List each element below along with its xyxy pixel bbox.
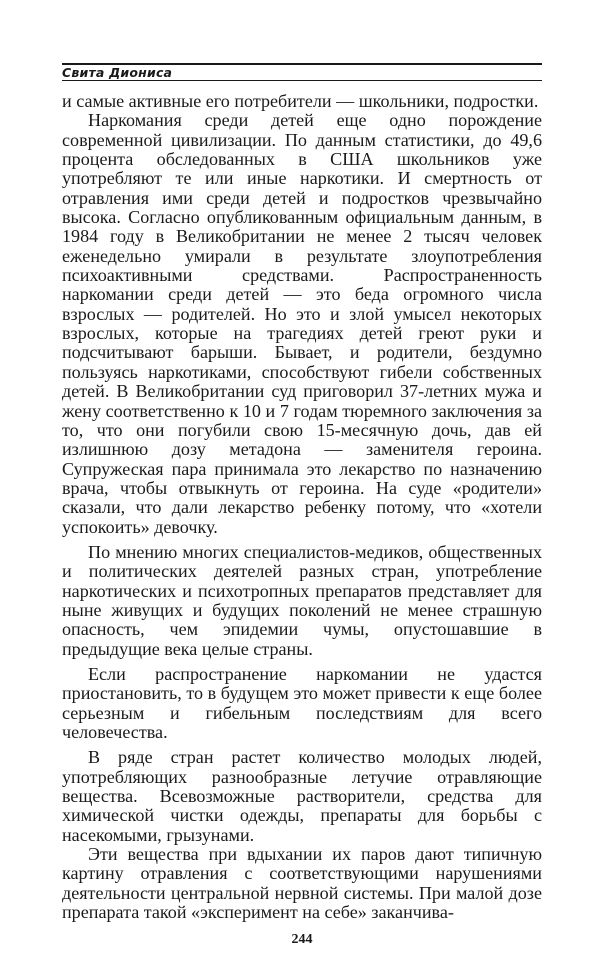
paragraph-child-addiction: Наркомания среди детей еще одно порождение современной цивилизации. По данным статистики, до 49,6 процента обследованных в США школьников уже употребляют те или иные наркотики. И смертность от отравления ими среди детей и подростков чрезвычайно высока. Согласно опубликованным официальным данным, в 1984 году в Великобритании не менее 2 тысяч человек еженедельно умирали в результате злоупотребления психоактивными средствами. Распространенность наркомании среди детей — это беда огромного числа взрослых — родителей. Но это и злой умысел некоторых взрослых, которые на трагедиях детей греют руки и подсчитывают барыши. Бывает, и родители, бездумно пользуясь наркотиками, способствуют гибели собственных детей. В Великобритании суд приговорил 37-летних мужа и жену соответственно к 10 и 7 годам тюремного заключения за то, что они погубили свою 15-месячную дочь, дав ей излишнюю дозу метадона — заменителя героина. Супружеская пара принимала это лекарство по назначению врача, чтобы отвыкнуть от героина. На суде «родители» сказали, что дали лекарство ребенку потому, что «хотели успокоить» девочку. — [62, 110, 542, 537]
paragraph-volatile-substances: В ряде стран растет количество молодых людей, употребляющих разнообразные летучие отравляющие вещества. Всевозможные растворители, средства для химической чистки одежды, препараты для борьбы с насекомыми, грызунами. — [62, 747, 542, 845]
book-page — [62, 58, 542, 948]
paragraph-future-consequences: Если распространение наркомании не удастся приостановить, то в будущем это может привести к еще более серьезным и гибельным последствиям для всего человечества. — [62, 663, 542, 742]
body-text — [62, 92, 542, 922]
running-head — [62, 58, 542, 80]
running-head-title: Свита Диониса — [62, 65, 173, 80]
paragraph-continued: и самые активные его потребители — школьники, подростки. — [62, 91, 539, 111]
page-number: 244 — [291, 932, 313, 947]
header-rule-bottom — [62, 80, 542, 81]
paragraph-specialists-opinion: По мнению многих специалистов-медиков, общественных и политических деятелей разных стран, употребление наркотических и психотропных препаратов представляет для ныне живущих и будущих поколений не менее страшную опасность, чем эпидемии чумы, опустошавшие в предыдущие века целые страны. — [62, 541, 542, 659]
paragraph-vapor-poisoning: Эти вещества при вдыхании их паров дают типичную картину отравления с соответствующими нарушениями деятельности центральной нервной системы. При малой дозе препарата такой «эксперимент на себе» заканчива- — [62, 844, 542, 923]
